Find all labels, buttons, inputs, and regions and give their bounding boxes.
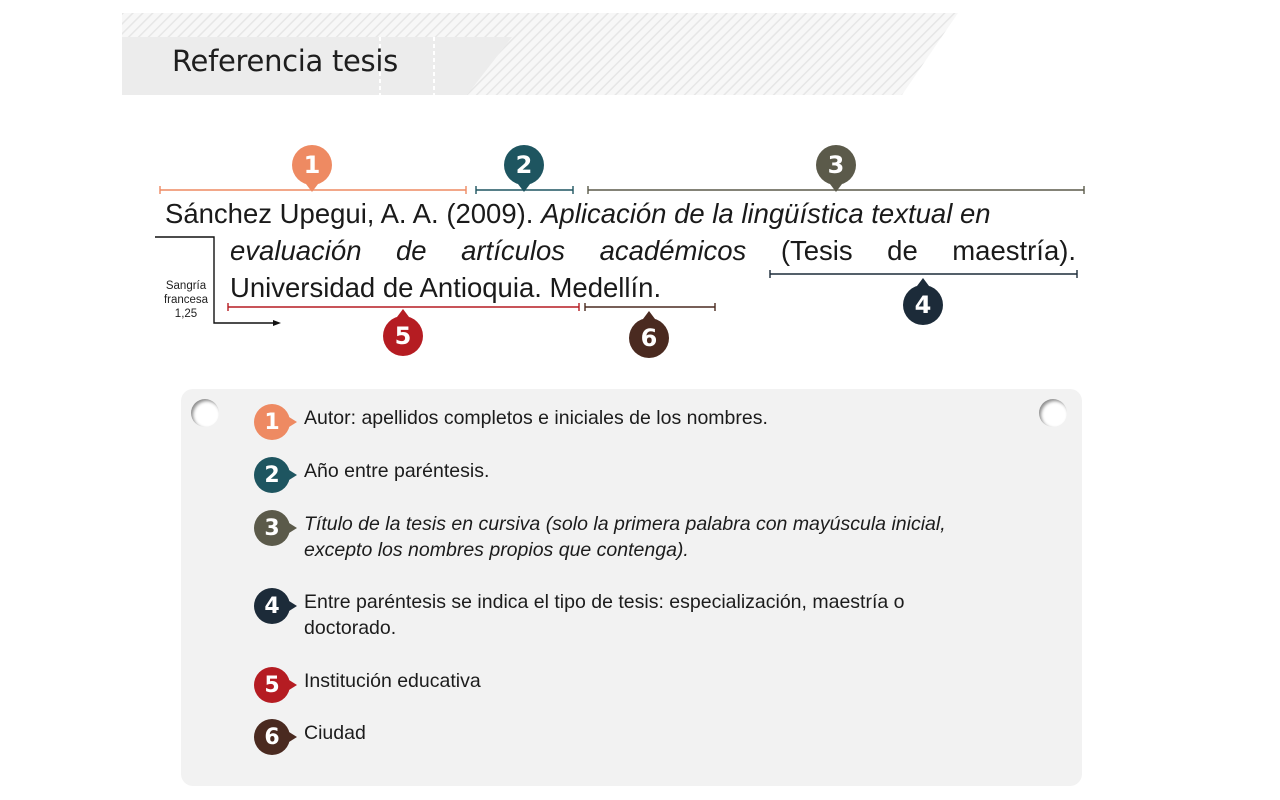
legend-badge-6: 6 bbox=[254, 719, 290, 755]
legend-text-1: Autor: apellidos completos e iniciales de los nombres. bbox=[304, 407, 768, 429]
marker-1: 1 bbox=[292, 145, 332, 185]
citation-title-word: evaluación bbox=[230, 235, 362, 266]
legend-item-6 bbox=[254, 719, 366, 755]
citation-city: Medellín. bbox=[549, 272, 662, 303]
legend-card bbox=[181, 389, 1082, 786]
binder-ring-icon bbox=[191, 399, 219, 427]
legend-text-5: Institución educativa bbox=[304, 670, 481, 692]
legend-badge-1: 1 bbox=[254, 404, 290, 440]
citation-type-word: (Tesis bbox=[780, 235, 853, 266]
citation-type-word: de bbox=[887, 235, 918, 266]
legend-text-6: Ciudad bbox=[304, 722, 366, 744]
bracket-4 bbox=[770, 270, 1077, 278]
indent-label-line: 1,25 bbox=[174, 308, 198, 320]
legend-item-1 bbox=[254, 404, 768, 440]
legend-badge-3: 3 bbox=[254, 510, 290, 546]
legend-text-4-line-1: Entre paréntesis se indica el tipo de tesis: especialización, maestría o bbox=[304, 591, 905, 613]
legend-text-3 bbox=[304, 510, 946, 563]
legend-text-3-line-2: excepto los nombres propios que contenga). bbox=[304, 539, 689, 561]
binder-ring-icon bbox=[1039, 399, 1067, 427]
legend-text-3-line-1: Título de la tesis en cursiva (solo la primera palabra con mayúscula inicial, bbox=[304, 513, 946, 535]
citation-title-word: artículos bbox=[461, 235, 566, 266]
citation-title-word: académicos bbox=[599, 235, 747, 266]
legend-item-2 bbox=[254, 457, 489, 493]
citation-type-word: maestría). bbox=[952, 235, 1077, 266]
marker-3: 3 bbox=[816, 145, 856, 185]
legend-text-4-line-2: doctorado. bbox=[304, 617, 397, 639]
citation-author: Sánchez Upegui, A. A. bbox=[165, 198, 439, 229]
indent-arrow bbox=[155, 237, 277, 323]
legend-text-4 bbox=[304, 588, 904, 641]
indent-label-line: Sangría bbox=[165, 280, 207, 292]
marker-4: 4 bbox=[903, 285, 943, 325]
marker-2: 2 bbox=[504, 145, 544, 185]
marker-6: 6 bbox=[629, 318, 669, 358]
legend-badge-2: 2 bbox=[254, 457, 290, 493]
legend-text-2: Año entre paréntesis. bbox=[304, 460, 490, 482]
legend-badge-4: 4 bbox=[254, 588, 290, 624]
bracket-6 bbox=[585, 303, 715, 311]
citation-title-word: de bbox=[396, 235, 427, 266]
citation-title-line-1: Aplicación de la lingüística textual en bbox=[541, 198, 991, 229]
citation-institution: Universidad de Antioquia. bbox=[230, 272, 542, 303]
marker-5: 5 bbox=[383, 316, 423, 356]
legend-item-3 bbox=[254, 510, 946, 563]
legend-item-4 bbox=[254, 588, 904, 641]
legend-item-5 bbox=[254, 667, 481, 703]
page-title: Referencia tesis bbox=[172, 44, 398, 78]
indent-label-line: francesa bbox=[163, 294, 209, 306]
legend-badge-5: 5 bbox=[254, 667, 290, 703]
citation-year: (2009). bbox=[446, 198, 534, 229]
